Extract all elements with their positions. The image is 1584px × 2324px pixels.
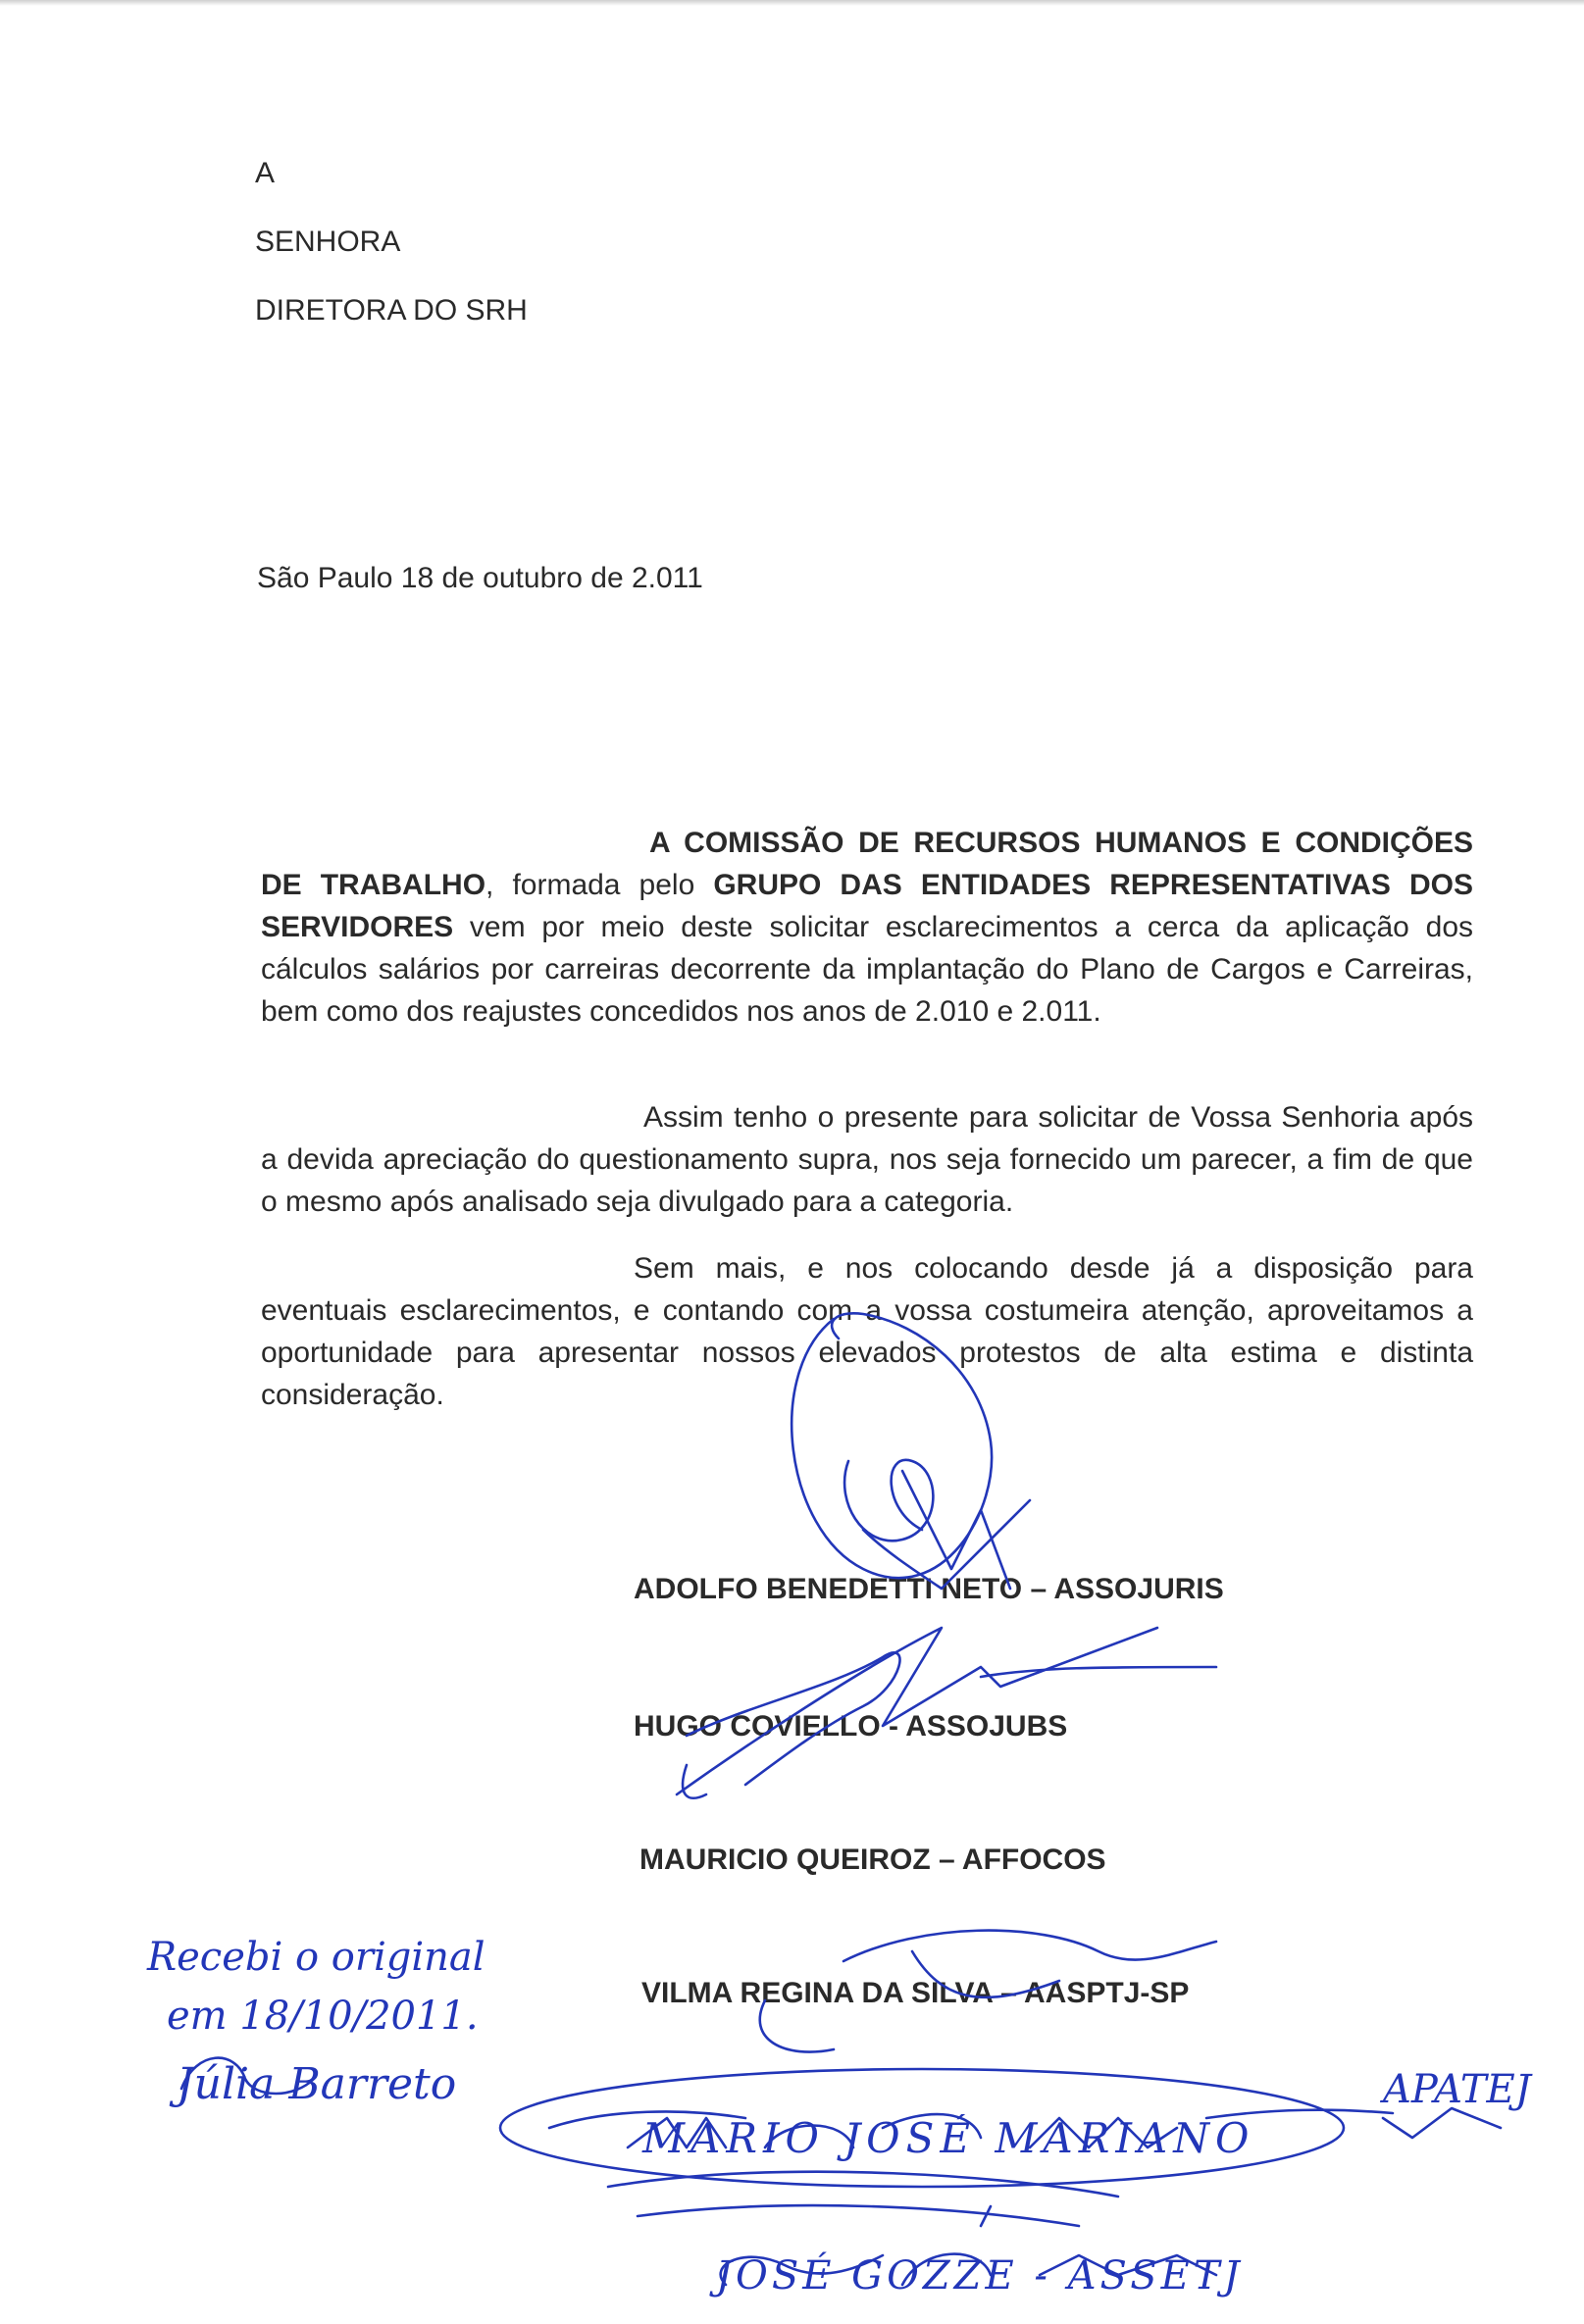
signatory-vilma: VILMA REGINA DA SILVA – AASPTJ-SP [641,1977,1190,2009]
apatej-handwritten-label: APATEJ [1383,2067,1531,2112]
commission-name: A COMISSÃO DE RECURSOS HUMANOS E CONDIÇÕES DE TRABALHO [261,827,1473,901]
body-paragraph-2: Assim tenho o presente para solicitar de Vossa Senhoria após a devida apreciação do questionamento supra, nos seja fornecido um parecer, a fim de que o mesmo após analisado seja divulgado para a categoria. [261,1101,1473,1218]
p1-text-a: , formada pelo [485,869,714,901]
jose-handwritten-name: JOSÉ GOZZE - ASSETJ [716,2253,1244,2299]
signatory-hugo: HUGO COVIELLO - ASSOJUBS [634,1710,1068,1743]
receipt-note-line2: em 18/10/2011. [167,1994,479,2039]
addressee-recipient: DIRETORA DO SRH [255,294,528,327]
mario-handwritten-name: MARIO JOSÉ MARIANO [642,2114,1255,2162]
body-paragraph-3: Sem mais, e nos colocando desde já a disposição para eventuais esclarecimentos, e contando com a vossa costumeira atenção, aproveitamos a oportunidade para apresentar nossos elevados protestos de alta estima e distinta consideração. [261,1252,1473,1411]
body-paragraph-1 [261,822,1473,1033]
group-name: GRUPO DAS ENTIDADES REPRESENTATIVAS DOS SERVIDORES [261,869,1473,943]
addressee-title: SENHORA [255,226,401,258]
receipt-note-line1: Recebi o original [147,1935,485,1980]
signatory-mauricio: MAURICIO QUEIROZ – AFFOCOS [639,1844,1106,1876]
addressee-to: A [255,157,276,189]
receipt-signature: Júlia Barreto [177,2059,457,2109]
date-line: São Paulo 18 de outubro de 2.011 [257,562,703,594]
scan-top-edge [0,0,1584,6]
signatory-adolfo: ADOLFO BENEDETTI NETO – ASSOJURIS [634,1573,1224,1605]
p1-text-b: vem por meio deste solicitar esclarecimentos a cerca da aplicação dos cálculos salários por carreiras decorrente da implantação do Plano de Cargos e Carreiras, bem como dos reajustes concedidos nos anos de 2.010 e 2.011. [261,911,1473,1028]
